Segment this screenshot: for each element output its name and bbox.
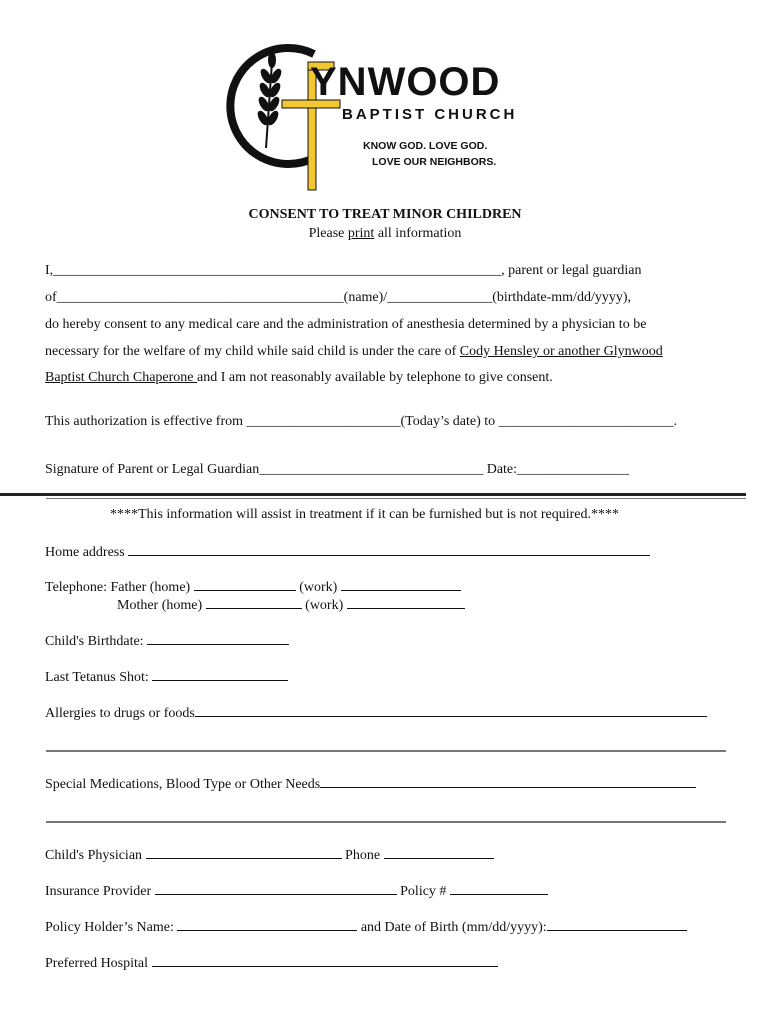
holder-blank[interactable] <box>177 916 357 931</box>
telephone-mother-row[interactable] <box>117 594 465 615</box>
insurance-blank[interactable] <box>155 880 397 895</box>
birthdate-blank[interactable] <box>147 630 289 645</box>
medications-label: Special Medications, Blood Type or Other Needs <box>45 777 321 792</box>
policy-blank[interactable] <box>450 880 548 895</box>
logo-subtitle: BAPTIST CHURCH <box>342 106 518 123</box>
father-home-label: Telephone: Father (home) <box>45 580 194 595</box>
insurance-row[interactable] <box>45 880 548 901</box>
tetanus-blank[interactable] <box>152 666 288 681</box>
home-address-label: Home address <box>45 545 129 560</box>
physician-phone-blank[interactable] <box>384 844 494 859</box>
child-name-line[interactable]: of_________________________________________(name)/_______________(birthdate-mm/dd/yyyy), <box>45 290 631 305</box>
tetanus-field[interactable] <box>45 666 288 687</box>
mother-work-label: (work) <box>301 598 347 613</box>
mother-home-blank[interactable] <box>206 594 302 609</box>
home-address-blank[interactable] <box>128 541 650 556</box>
subtitle-print: print <box>347 226 375 241</box>
father-work-label: (work) <box>295 580 341 595</box>
logo-name: YNWOOD <box>310 60 501 104</box>
mother-work-blank[interactable] <box>347 594 465 609</box>
section-divider <box>0 493 746 496</box>
holder-dob-label: and Date of Birth (mm/dd/yyyy): <box>357 920 547 935</box>
holder-dob-blank[interactable] <box>547 916 687 931</box>
section-divider-thin <box>46 498 746 499</box>
page-title: CONSENT TO TREAT MINOR CHILDREN <box>248 207 522 222</box>
physician-row[interactable] <box>45 844 494 865</box>
birthdate-field[interactable] <box>45 630 289 651</box>
medications-field[interactable] <box>45 773 696 794</box>
consent-text-1: do hereby consent to any medical care and the administration of anesthesia determined by a physician to be <box>45 317 647 332</box>
allergies-blank[interactable] <box>195 702 707 717</box>
guardian-name-line[interactable]: I,________________________________________________________________, parent or legal guardian <box>45 263 642 278</box>
hospital-blank[interactable] <box>152 952 498 967</box>
policy-holder-row[interactable] <box>45 916 687 937</box>
subtitle-text-end: all information <box>374 226 462 241</box>
allergies-field[interactable] <box>45 702 707 723</box>
logo-tagline-1: KNOW GOD. LOVE GOD. <box>363 140 488 152</box>
chaperone-name-1: Cody Hensley or another Glynwood <box>459 344 663 359</box>
tetanus-label: Last Tetanus Shot: <box>45 670 153 685</box>
allergies-label: Allergies to drugs or foods <box>45 706 195 721</box>
page-subtitle <box>0 226 770 242</box>
physician-phone-label: Phone <box>341 848 384 863</box>
physician-blank[interactable] <box>146 844 342 859</box>
birthdate-label: Child's Birthdate: <box>45 634 148 649</box>
consent-text-3 <box>45 369 553 387</box>
chaperone-name-2: Baptist Church Chaperone <box>45 370 198 385</box>
hospital-label: Preferred Hospital <box>45 956 152 971</box>
consent-text-3-post: and I am not reasonably available by telephone to give consent. <box>197 370 553 385</box>
holder-label: Policy Holder’s Name: <box>45 920 178 935</box>
home-address-field[interactable] <box>45 541 650 562</box>
hospital-field[interactable] <box>45 952 498 973</box>
logo-tagline-2: LOVE OUR NEIGHBORS. <box>372 156 497 168</box>
policy-label: Policy # <box>396 884 450 899</box>
medications-extra-line[interactable] <box>46 821 726 823</box>
subtitle-text: Please <box>308 226 348 241</box>
medications-blank[interactable] <box>320 773 696 788</box>
consent-text-2-pre: necessary for the welfare of my child while said child is under the care of <box>45 344 460 359</box>
authorization-line[interactable]: This authorization is effective from ______________________(Today’s date) to _________________________. <box>45 414 678 429</box>
mother-home-label: Mother (home) <box>117 598 206 613</box>
physician-label: Child's Physician <box>45 848 146 863</box>
father-work-blank[interactable] <box>341 576 461 591</box>
consent-text-2 <box>45 343 663 361</box>
insurance-label: Insurance Provider <box>45 884 155 899</box>
optional-notice: ****This information will assist in treatment if it can be furnished but is not required.**** <box>110 507 619 522</box>
allergies-extra-line[interactable] <box>46 750 726 752</box>
father-home-blank[interactable] <box>194 576 296 591</box>
signature-line[interactable]: Signature of Parent or Legal Guardian________________________________ Date:________________ <box>45 462 630 477</box>
